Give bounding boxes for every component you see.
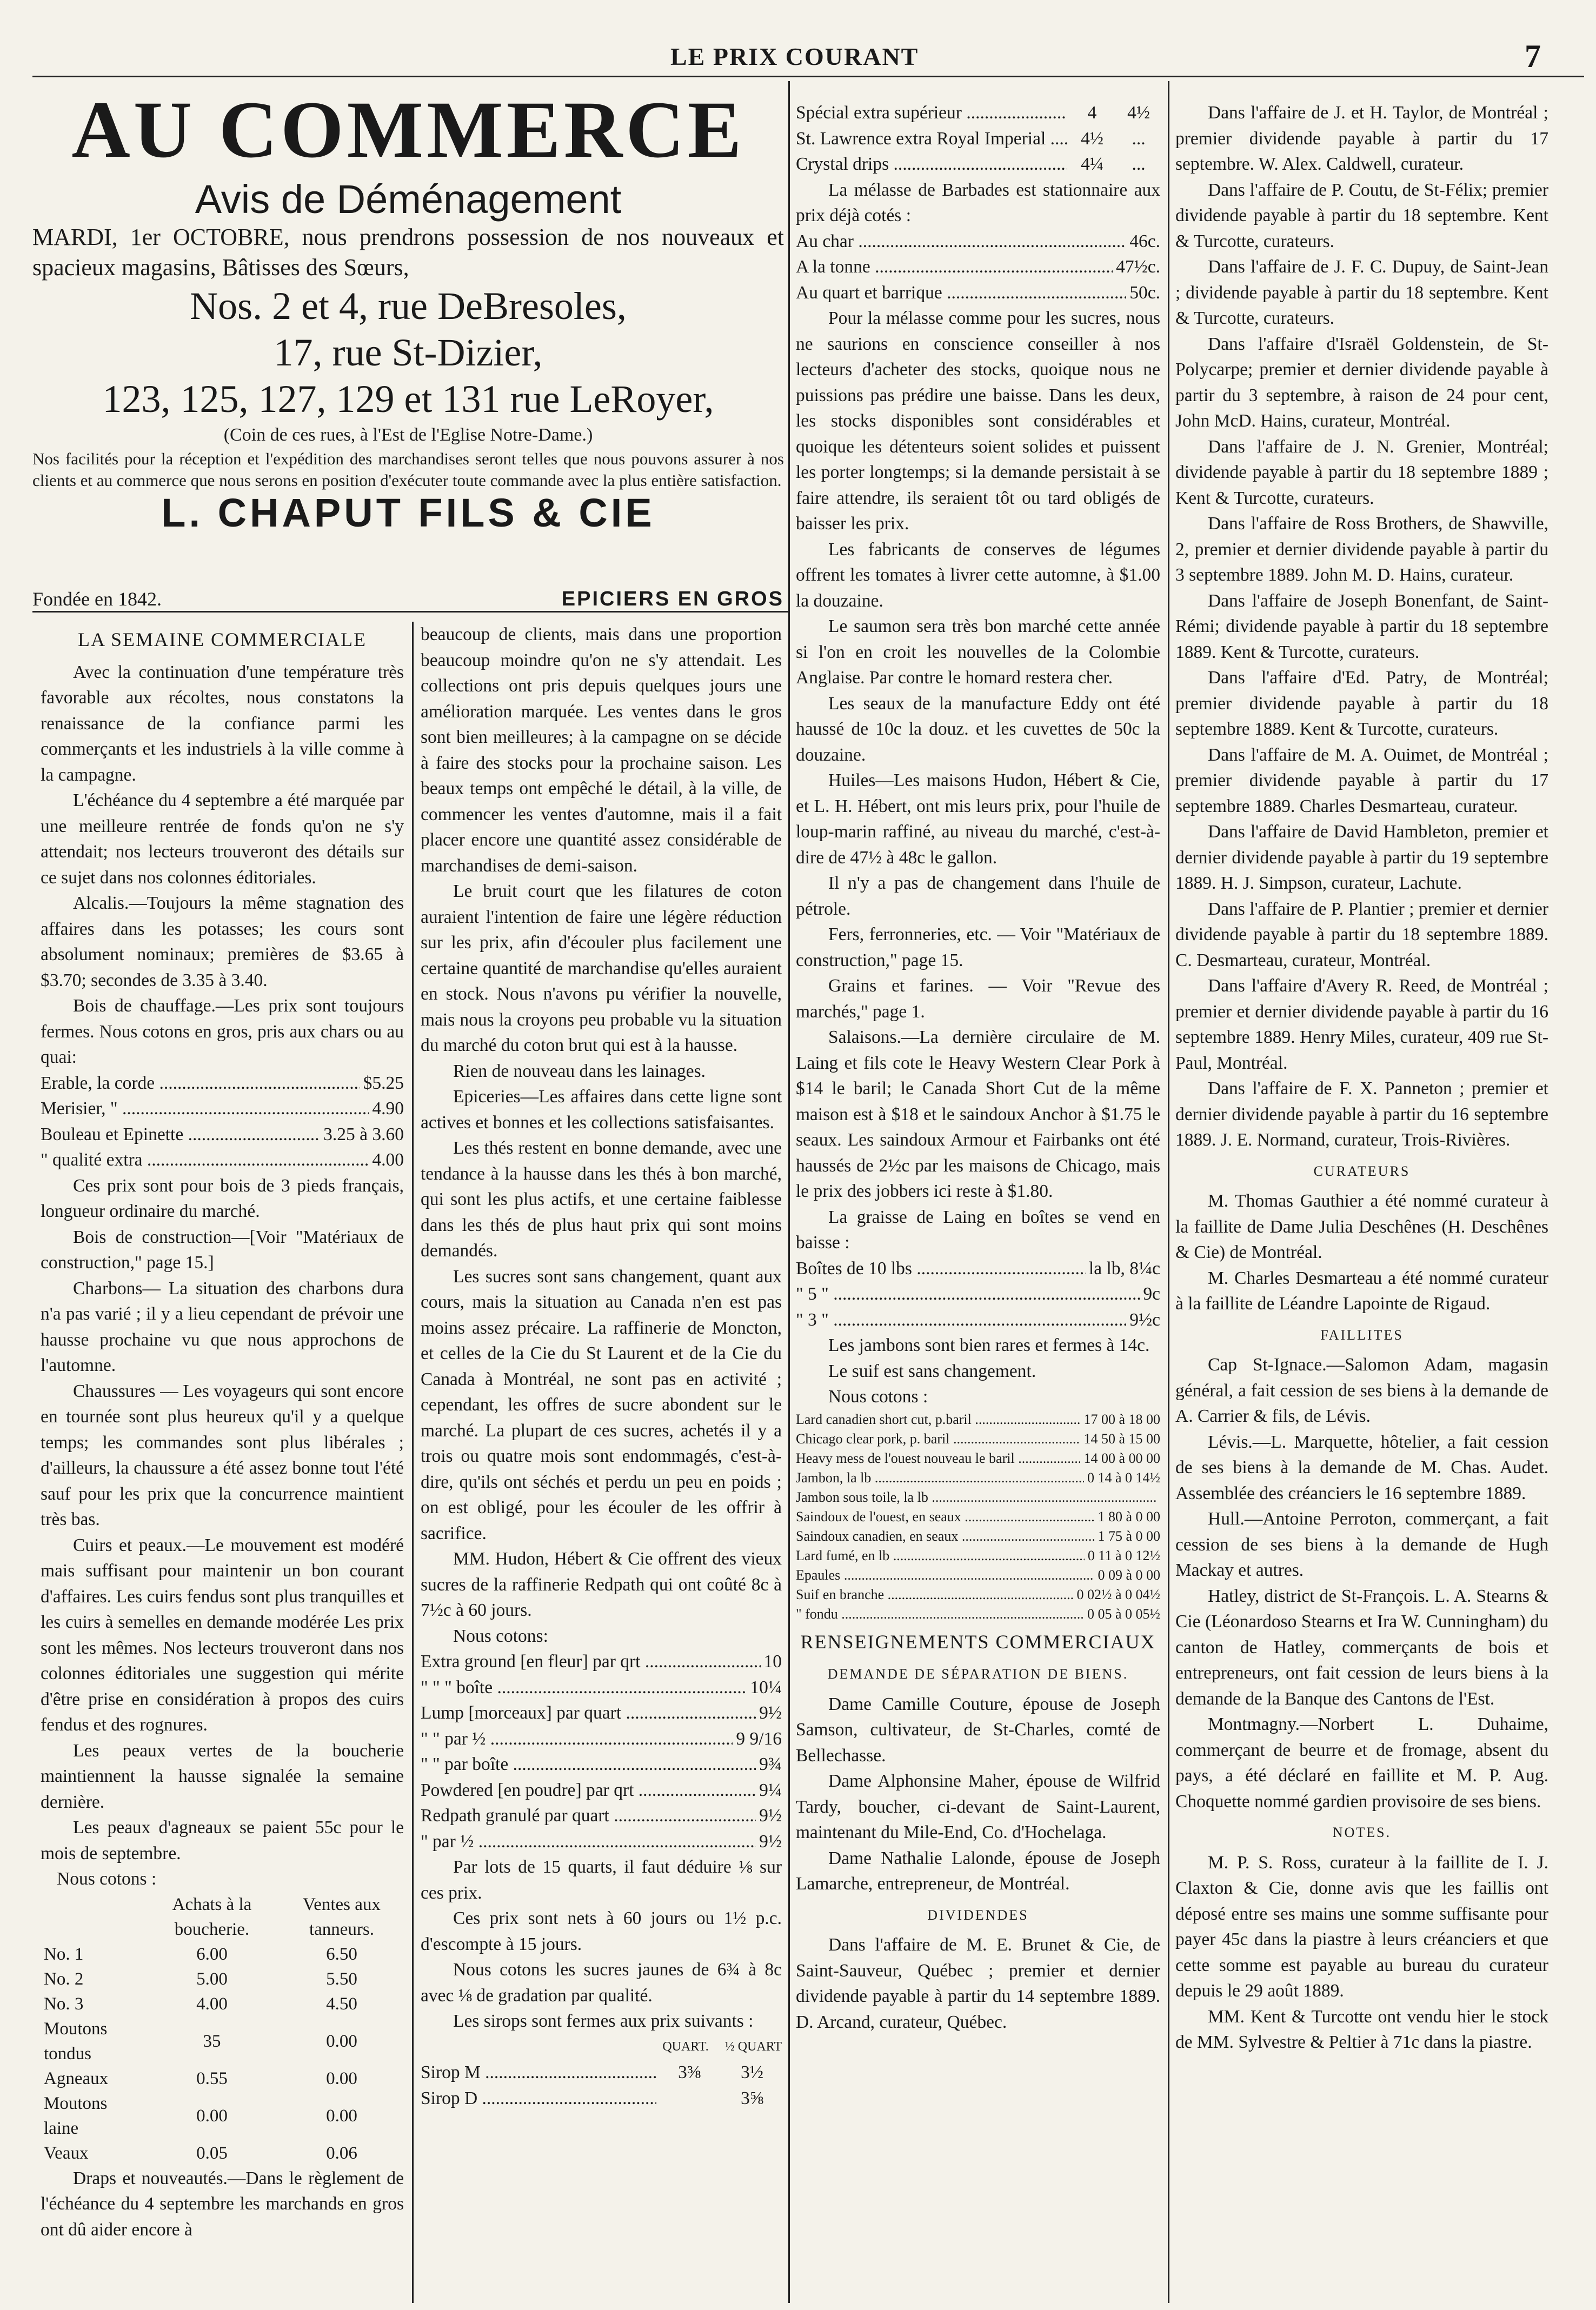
- paragraph: Bois de chauffage.—Les prix sont toujours fermes. Nous cotons en gros, pris aux chars ou au quai:: [41, 996, 404, 1067]
- paragraph: Cuirs et peaux.—Le mouvement est modéré mais suffisant pour maintenir un bon courant d'affaires. Les cuirs fendus sont plus tranquilles et les cuirs à semelles en demande modérée Les prix sont les mêmes. Nos lecteurs trouveront dans nos colonnes éditoriales une suggestion qui mérite d'être prise en considération à propos des cuirs fendus et des rognures.: [41, 1535, 404, 1735]
- paragraph: Dans l'affaire de J. F. C. Dupuy, de Saint-Jean ; dividende payable à partir du 18 septembre. Kent & Turcotte, curateurs.: [1175, 257, 1548, 328]
- price-row: Jambon sous toile, la lb .....: [796, 1488, 1160, 1507]
- paragraph: M. P. S. Ross, curateur à la faillite de I. J. Claxton & Cie, donne avis que les faillis ont déposé entre ses mains une somme suffisante pour payer 45c dans la piastre à leurs créanciers et que cette somme est payable au bureau du curateur depuis le 29 août 1889.: [1175, 1852, 1548, 2001]
- paragraph: Bois de construction—[Voir "Matériaux de construction," page 15.]: [41, 1227, 404, 1273]
- table-header: Achats à la boucherie. Ventes aux tanneurs.: [172, 1894, 381, 1939]
- paragraph: Les sucres sont sans changement, quant aux cours, mais la situation au Canada n'en est pas moins assez précaire. La raffinerie de Moncton, et celles de la Cie du St Laurent et de la Cie du Canada à Montréal, ne sont pas en activité ; cependant, les offres de sucre abondent sur le marché. La plupart de ces sucres, achetés il y a trois ou quatre mois sont endommagés, c'est-à-dire, qu'ils ont séchés et perdu un peu en poids ; on est obligé, pour les écouler de les offrir à sacrifice.: [421, 1266, 782, 1543]
- paragraph: Dans l'affaire d'Ed. Patry, de Montréal; premier dividende payable à partir du 18 septembre 1889. Kent & Turcotte, curateurs.: [1175, 668, 1548, 739]
- price-row: " qualité extra ..... 4.00: [41, 1147, 404, 1173]
- price-row: Crystal drips ..... 4¼ ...: [796, 151, 1160, 177]
- paragraph: Hull.—Antoine Perroton, commerçant, a fait cession de ses biens à la demande de Hugh Mackay et autres.: [1175, 1509, 1548, 1580]
- price-row: Merisier, " ..... 4.90: [41, 1096, 404, 1122]
- price-row: Jambon, la lb ..... 0 14 à 0 14½: [796, 1468, 1160, 1488]
- ad-address-3: 123, 125, 127, 129 et 131 rue LeRoyer,: [102, 377, 714, 421]
- paragraph: Le suif est sans changement.: [828, 1361, 1036, 1381]
- price-row: Boîtes de 10 lbs ..... la lb, 8¼c: [796, 1256, 1160, 1282]
- price-row: Saindoux canadien, en seaux ..... 1 75 à 0 00: [796, 1527, 1160, 1546]
- subsection-title: CURATEURS: [1313, 1163, 1411, 1179]
- column-4: [1175, 100, 1548, 2303]
- price-row: Au quart et barrique ..... 50c.: [796, 280, 1160, 306]
- column-1: [41, 622, 404, 2303]
- paragraph: Avec la continuation d'une température très favorable aux récoltes, nous constatons la renaissance de la confiance parmi les commerçants et les industriels à la ville comme à la campagne.: [41, 662, 404, 785]
- paragraph: Dame Nathalie Lalonde, épouse de Joseph Lamarche, entrepreneur, de Montréal.: [796, 1848, 1160, 1894]
- paragraph: Les thés restent en bonne demande, avec une tendance à la hausse dans les thés à bon marché, qui sont les plus actifs, et une certaine faiblesse dans les thés de plus haut prix qui sont moins demandés.: [421, 1138, 782, 1261]
- paragraph: Dans l'affaire de Ross Brothers, de Shawville, 2, premier et dernier dividende payable à partir du 3 septembre 1889. John M. D. Hains, curateur.: [1175, 514, 1548, 585]
- ad-subhead: Avis de Déménagement: [195, 177, 622, 222]
- section-title: LA SEMAINE COMMERCIALE: [77, 629, 367, 650]
- paragraph: Les seaux de la manufacture Eddy ont été haussé de 10c la douz. et les cuvettes de 50c la douzaine.: [796, 693, 1160, 765]
- price-row: " " " boîte ..... 10¼: [421, 1675, 782, 1701]
- ad-fine-print: Nos facilités pour la réception et l'expédition des marchandises seront telles que nous pouvons assurer à nos clients et au commerce que nous serons en position d'exécuter toute commande avec la plus entière satisfaction.: [32, 449, 784, 490]
- price-row: Sirop M ..... 3⅜ 3½: [421, 2060, 782, 2086]
- price-row: Au char ..... 46c.: [796, 229, 1160, 255]
- price-row: Chicago clear pork, p. baril ..... 14 50 à 15 00: [796, 1429, 1160, 1449]
- paragraph: beaucoup de clients, mais dans une proportion beaucoup moindre qu'on ne s'y attendait. Les collections ont pris depuis quelques jours une amélioration marquée. Les ventes dans le gros sont bien meilleures; à la campagne on se décide à faire des stocks pour la prochaine saison. Les beaux temps ont empêché le détail, à la ville, de commencer les ventes d'automne, mais il a fait placer encore une quantité assez considérable de marchandises de demi-saison.: [421, 624, 782, 876]
- subsection-title: DEMANDE DE SÉPARATION DE BIENS.: [827, 1666, 1129, 1682]
- paragraph: L'échéance du 4 septembre a été marquée par une meilleure rentrée de fonds qu'on ne s'y attendait; nos lecteurs trouveront des détails sur ce sujet dans nos colonnes éditoriales.: [41, 790, 404, 888]
- paragraph: Dans l'affaire de F. X. Panneton ; premier et dernier dividende payable à partir du 16 septembre 1889. J. E. Normand, curateur, Trois-Rivières.: [1175, 1079, 1548, 1150]
- paragraph: Les peaux vertes de la boucherie maintiennent la hausse signalée la semaine dernière.: [41, 1740, 404, 1812]
- ad-address-1: Nos. 2 et 4, rue DeBresoles,: [190, 284, 627, 328]
- page-number: 7: [1525, 38, 1541, 74]
- paragraph: La graisse de Laing en boîtes se vend en baisse :: [796, 1207, 1160, 1253]
- paragraph: Fers, ferronneries, etc. — Voir "Matériaux de construction," page 15.: [796, 924, 1160, 970]
- paragraph: La mélasse de Barbades est stationnaire aux prix déjà cotés :: [796, 179, 1160, 225]
- table-row: Moutons tondus 35 0.00: [44, 2019, 357, 2063]
- paragraph: Dans l'affaire de M. A. Ouimet, de Montréal ; premier dividende payable à partir du 17 septembre 1889. Charles Desmarteau, curateur.: [1175, 744, 1548, 816]
- paragraph: Les peaux d'agneaux se paient 55c pour le mois de septembre.: [41, 1818, 404, 1863]
- table-row: No. 3 4.00 4.50: [44, 1994, 357, 2014]
- price-row: Lump [morceaux] par quart ..... 9½: [421, 1700, 782, 1726]
- paragraph: Dame Camille Couture, épouse de Joseph Samson, cultivateur, de St-Charles, comté de Bellechasse.: [796, 1694, 1160, 1766]
- price-row: St. Lawrence extra Royal Imperial ..... 4½ ...: [796, 126, 1160, 152]
- price-row: " " par ½ ..... 9 9/16: [421, 1726, 782, 1752]
- paragraph: Rien de nouveau dans les lainages.: [453, 1061, 706, 1081]
- price-row: Redpath granulé par quart ..... 9½: [421, 1803, 782, 1829]
- paragraph: Dans l'affaire de J. et H. Taylor, de Montréal ; premier dividende payable à partir du 17 septembre. W. Alex. Caldwell, curateur.: [1175, 103, 1548, 174]
- paragraph: Dans l'affaire d'Avery R. Reed, de Montréal ; premier et dernier dividende payable à partir du 16 septembre 1889. Henry Miles, curateur, 409 rue St-Paul, Montréal.: [1175, 976, 1548, 1073]
- ad-footer: [32, 588, 784, 611]
- paragraph: Pour la mélasse comme pour les sucres, nous ne saurions en conscience conseiller à nos lecteurs d'acheter des stocks, quoique nous ne puissions pas prédire une baisse. Dans les deux, les stocks disponibles sont considérables et quoique les détenteurs soient solides et puissent les porter longtemps; si la demande persistait à se faire attendre, ils seraient tôt ou tard obligés de baisser les prix.: [796, 308, 1160, 534]
- paragraph: Nous cotons :: [57, 1869, 157, 1889]
- price-row: Powdered [en poudre] par qrt ..... 9¼: [421, 1778, 782, 1803]
- price-row: Heavy mess de l'ouest nouveau le baril ..... 14 00 à 00 00: [796, 1449, 1160, 1468]
- ad-corner-note: (Coin de ces rues, à l'Est de l'Eglise Notre-Dame.): [223, 425, 593, 445]
- paragraph: Lévis.—L. Marquette, hôtelier, a fait cession de ses biens à la demande de M. Chas. Audet. Assemblée des créanciers le 16 septembre 1889.: [1175, 1432, 1548, 1503]
- paragraph: M. Charles Desmarteau a été nommé curateur à la faillite de Léandre Lapointe de Rigaud.: [1175, 1268, 1548, 1314]
- paragraph: Montmagny.—Norbert L. Duhaime, commerçant de beurre et de fromage, absent du pays, a été déclaré en faillite et M. P. Aug. Choquette nommé gardien provisoire de ses biens.: [1175, 1714, 1548, 1812]
- price-row: Sirop D ..... 3⅝: [421, 2086, 782, 2112]
- price-row: " fondu ..... 0 05 à 0 05½: [796, 1605, 1160, 1624]
- column-rule-1: [412, 622, 414, 2303]
- paragraph: Alcalis.—Toujours la même stagnation des affaires dans les potasses; les cours sont absolument nominaux; premières de $3.65 à $3.70; secondes de 3.35 à 3.40.: [41, 893, 404, 990]
- paragraph: Ces prix sont pour bois de 3 pieds français, longueur ordinaire du marché.: [41, 1175, 404, 1221]
- price-row: A la tonne ..... 47½c.: [796, 254, 1160, 280]
- ad-founded: Fondée en 1842.: [32, 588, 162, 610]
- paragraph: Dans l'affaire de J. N. Grenier, Montréal; dividende payable à partir du 18 septembre 1889 ; Kent & Turcotte, curateurs.: [1175, 436, 1548, 508]
- paragraph: MM. Kent & Turcotte ont vendu hier le stock de MM. Sylvestre & Peltier à 71c dans la piastre.: [1175, 2006, 1548, 2052]
- table-row: Agneaux 0.55 0.00: [44, 2068, 357, 2088]
- subsection-title: DIVIDENDES: [927, 1907, 1029, 1923]
- ad-firm-name: L. CHAPUT FILS & CIE: [161, 490, 655, 535]
- paragraph: Le bruit court que les filatures de coton auraient l'intention de faire une légère réduction sur les prix, afin d'écouler plus facilement une certaine quantité de marchandise qu'elles auraient en stock. Nous n'avons pu vérifier la nouvelle, mais nous la croyons peu probable vu la situation du marché du coton brut qui est à la hausse.: [421, 881, 782, 1055]
- newspaper-title: LE PRIX COURANT: [670, 43, 919, 70]
- price-row: " par ½ ..... 9½: [421, 1829, 782, 1855]
- table-row: No. 2 5.00 5.50: [44, 1969, 357, 1989]
- paragraph: Dame Alphonsine Maher, épouse de Wilfrid Tardy, boucher, ci-devant de Saint-Laurent, maintenant du Mile-End, Co. d'Hochelaga.: [796, 1771, 1160, 1842]
- price-row: Lard fumé, en lb ..... 0 11 à 0 12½: [796, 1546, 1160, 1566]
- subsection-title: FAILLITES: [1320, 1327, 1404, 1343]
- table-row: No. 1 6.00 6.50: [44, 1944, 357, 1964]
- paragraph: Par lots de 15 quarts, il faut déduire ⅛ sur ces prix.: [421, 1857, 782, 1903]
- paragraph: Nous cotons les sucres jaunes de 6¾ à 8c avec ⅛ de gradation par qualité.: [421, 1960, 782, 2006]
- paragraph: Nous cotons :: [828, 1387, 928, 1407]
- table-row: Moutons laine 0.00 0.00: [44, 2093, 357, 2138]
- paragraph: Charbons— La situation des charbons dura n'a pas varié ; il y a lieu cependant de prévoir une hausse prochaine vu que nous approchons de l'automne.: [41, 1278, 404, 1375]
- paragraph: Epiceries—Les affaires dans cette ligne sont actives et bonnes et les collections satisfaisantes.: [421, 1087, 782, 1133]
- paragraph: Nous cotons:: [453, 1626, 548, 1646]
- paragraph: MM. Hudon, Hébert & Cie offrent des vieux sucres de la raffinerie Redpath qui ont coûté 8c à 7½c à 60 jours.: [421, 1549, 782, 1620]
- price-row: " " par boîte ..... 9¾: [421, 1752, 782, 1778]
- advertisement: [32, 85, 784, 616]
- paragraph: Les fabricants de conserves de légumes offrent les tomates à livrer cette automne, à $1.00 la douzaine.: [796, 539, 1160, 611]
- ad-address-2: 17, rue St-Dizier,: [274, 331, 543, 374]
- price-row: Suif en branche ..... 0 02½ à 0 04½: [796, 1585, 1160, 1605]
- paragraph: Dans l'affaire de M. E. Brunet & Cie, de Saint-Sauveur, Québec ; premier et dernier dividende payable à partir du 14 septembre 1889. D. Arcand, curateur, Québec.: [796, 1935, 1160, 2032]
- column-rule-ad: [788, 81, 790, 2303]
- column-3: [796, 100, 1160, 2303]
- paragraph: Il n'y a pas de changement dans l'huile de pétrole.: [796, 873, 1160, 919]
- masthead: [32, 38, 1579, 76]
- paragraph: Salaisons.—La dernière circulaire de M. Laing et fils cote le Heavy Western Clear Pork à $14 le baril; le Canada Short Cut de la même maison est à $18 et le saindoux Anchor à $1.75 le seaux. Les saindoux Armour et Fairbanks ont été haussés de 2½c par les maisons de Chicago, mais le prix des jobbers ici reste à $1.80.: [796, 1027, 1160, 1201]
- paragraph: Cap St-Ignace.—Salomon Adam, magasin général, a fait cession de ses biens à la demande de A. Carrier & fils, de Lévis.: [1175, 1355, 1548, 1426]
- paragraph: Dans l'affaire de David Hambleton, premier et dernier dividende payable à partir du 19 septembre 1889. H. J. Simpson, curateur, Lachute.: [1175, 822, 1548, 893]
- paragraph: Draps et nouveautés.—Dans le règlement de l'échéance du 4 septembre les marchands en gros ont dû aider encore à: [41, 2168, 404, 2240]
- paragraph: M. Thomas Gauthier a été nommé curateur à la faillite de Dame Julia Deschênes (H. Deschênes & Cie) de Montréal.: [1175, 1191, 1548, 1262]
- paragraph: Les jambons sont bien rares et fermes à 14c.: [828, 1335, 1150, 1355]
- paragraph: Dans l'affaire de P. Coutu, de St-Félix; premier dividende payable à partir du 18 septembre. Kent & Turcotte, curateurs.: [1175, 179, 1548, 251]
- price-row: Epaules ..... 0 09 à 0 00: [796, 1566, 1160, 1585]
- paragraph: Chaussures — Les voyageurs qui sont encore en tournée sont plus heureux qu'il y a quelque temps; les commandes sont plus libérales ; d'ailleurs, la chaussure a été assez bonne tout l'été sauf pour les prix que la concurrence maintient très bas.: [41, 1381, 404, 1529]
- price-row: Spécial extra supérieur ..... 4 4½: [796, 100, 1160, 126]
- price-row: Erable, la corde ..... $5.25: [41, 1070, 404, 1096]
- price-row: Lard canadien short cut, p.baril ..... 17 00 à 18 00: [796, 1410, 1160, 1429]
- hides-table: [41, 1892, 404, 2166]
- paragraph: Ces prix sont nets à 60 jours ou 1½ p.c. d'escompte à 15 jours.: [421, 1908, 782, 1954]
- paragraph: Hatley, district de St-François. L. A. Stearns & Cie (Léonardoso Stearns et Ira W. Cunningham) du canton de Hatley, commerçants de bois et entrepreneurs, ont fait cession de leurs biens à la demande de la Banque des Cantons de l'Est.: [1175, 1586, 1548, 1709]
- column-rule-3: [1168, 81, 1169, 2303]
- table-row: Veaux 0.05 0.06: [44, 2143, 357, 2163]
- masthead-rule: [32, 76, 1584, 77]
- paragraph: Huiles—Les maisons Hudon, Hébert & Cie, et L. H. Hébert, ont mis leurs prix, pour l'huile de loup-marin raffiné, au niveau du marché, c'est-à-dire de 47½ à 48c le gallon.: [796, 770, 1160, 868]
- ad-headline: AU COMMERCE: [71, 85, 745, 175]
- price-row: Extra ground [en fleur] par qrt ..... 10: [421, 1649, 782, 1675]
- paragraph: Les sirops sont fermes aux prix suivants :: [453, 2011, 754, 2031]
- section-title: RENSEIGNEMENTS COMMERCIAUX: [800, 1630, 1156, 1653]
- syrup-header: QUART. ½ QUART: [662, 2039, 782, 2054]
- ad-lead: MARDI, 1er OCTOBRE, nous prendrons possession de nos nouveaux et spacieux magasins, Bâtisses des Sœurs,: [32, 224, 784, 281]
- ad-trade: EPICIERS EN GROS: [561, 588, 784, 610]
- paragraph: Dans l'affaire de Joseph Bonenfant, de Saint-Rémi; dividende payable à partir du 18 septembre 1889. Kent & Turcotte, curateurs.: [1175, 590, 1548, 662]
- price-row: " 3 " ..... 9½c: [796, 1307, 1160, 1333]
- price-row: Saindoux de l'ouest, en seaux ..... 1 80 à 0 00: [796, 1507, 1160, 1527]
- price-row: " 5 " ..... 9c: [796, 1281, 1160, 1307]
- subsection-title: NOTES.: [1332, 1825, 1392, 1840]
- column-2: [421, 622, 782, 2303]
- paragraph: Le saumon sera très bon marché cette année si l'on en croit les nouvelles de la Colombie Anglaise. Par contre le homard restera cher.: [796, 616, 1160, 688]
- paragraph: Dans l'affaire de P. Plantier ; premier et dernier dividende payable à partir du 18 septembre 1889. C. Desmarteau, curateur, Montréal.: [1175, 898, 1548, 970]
- paragraph: Grains et farines. — Voir "Revue des marchés," page 1.: [796, 976, 1160, 1022]
- paragraph: Dans l'affaire d'Israël Goldenstein, de St-Polycarpe; premier et dernier dividende payable à partir du 3 septembre, à raison de 24 pour cent, John McD. Hains, curateur, Montréal.: [1175, 334, 1548, 431]
- price-row: Bouleau et Epinette ..... 3.25 à 3.60: [41, 1122, 404, 1148]
